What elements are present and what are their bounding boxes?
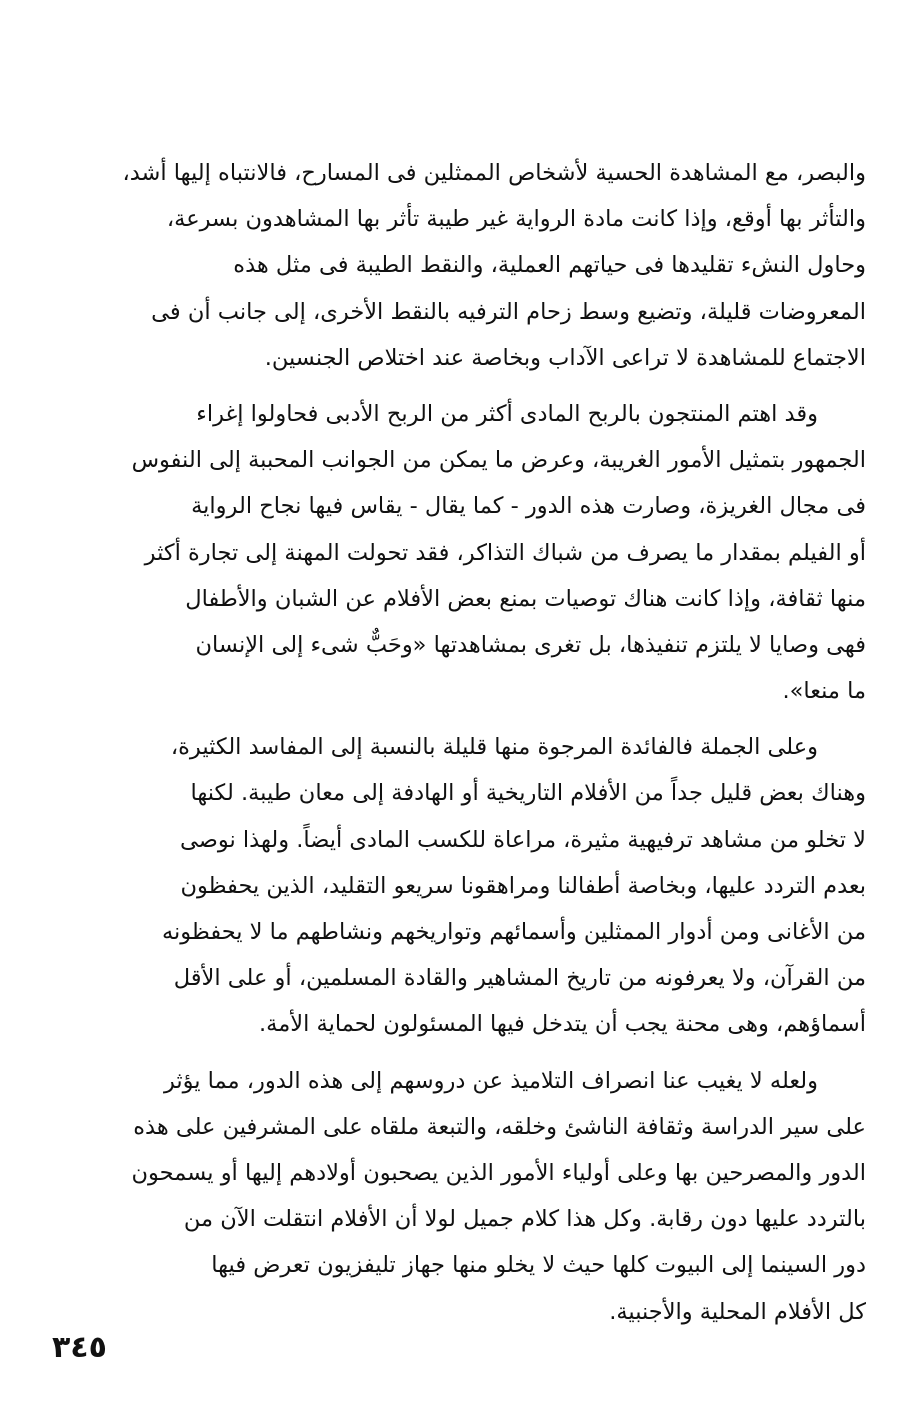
text-line: وحاول النشء تقليدها فى حياتهم العملية، والنقط الطيبة فى مثل هذه (233, 252, 866, 279)
text-line: ما منعا». (782, 678, 866, 705)
text-line: لا تخلو من مشاهد ترفيهية مثيرة، مراعاة للكسب المادى أيضاً. ولهذا نوصى (180, 826, 866, 853)
text-line: والتأثر بها أوقع، وإذا كانت مادة الرواية غير طيبة تأثر بها المشاهدون بسرعة، (166, 206, 866, 233)
paragraph-1 (60, 150, 866, 381)
text-line: الاجتماع للمشاهدة لا تراعى الآداب وبخاصة عند اختلاص الجنسين. (264, 344, 866, 371)
paragraph-3 (60, 724, 866, 1047)
text-line: على سير الدراسة وثقافة الناشئ وخلقه، والتبعة ملقاه على المشرفين على هذه (133, 1113, 866, 1140)
text-line: بالتردد عليها دون رقابة. وكل هذا كلام جميل لولا أن الأفلام انتقلت الآن من (183, 1206, 866, 1233)
text-line: دور السينما إلى البيوت كلها حيث لا يخلو منها جهاز تليفزيون تعرض فيها (211, 1252, 866, 1279)
text-line: من القرآن، ولا يعرفونه من تاريخ المشاهير والقادة المسلمين، أو على الأقل (173, 965, 866, 992)
text-line: الدور والمصرحين بها وعلى أولياء الأمور الذين يصحبون أولادهم إليها أو يسمحون (131, 1159, 866, 1186)
text-line: منها ثقافة، وإذا كانت هناك توصيات بمنع بعض الأفلام عن الشبان والأطفال (185, 585, 866, 612)
text-line: والبصر، مع المشاهدة الحسية لأشخاص الممثلين فى المسارح، فالانتباه إليها أشد، (122, 160, 866, 186)
text-line: أو الفيلم بمقدار ما يصرف من شباك التذاكر، فقد تحولت المهنة إلى تجارة أكثر (144, 539, 866, 566)
text-line: فى مجال الغريزة، وصارت هذه الدور - كما يقال - يقاس فيها نجاح الرواية (191, 493, 866, 520)
text-line: بعدم التردد عليها، وبخاصة أطفالنا ومراهقونا سريعو التقليد، الذين يحفظون (180, 872, 866, 899)
text-line: ولعله لا يغيب عنا انصراف التلاميذ عن دروسهم إلى هذه الدور، مما يؤثر (163, 1067, 818, 1094)
text-line: وقد اهتم المنتجون بالربح المادى أكثر من الربح الأدبى فحاولوا إغراء (196, 400, 818, 427)
paragraph-2 (60, 391, 866, 714)
text-line: وعلى الجملة فالفائدة المرجوة منها قليلة بالنسبة إلى المفاسد الكثيرة، (170, 734, 818, 761)
text-line: وهناك بعض قليل جداً من الأفلام التاريخية أو الهادفة إلى معان طيبة. لكنها (190, 780, 866, 807)
text-line: أسماؤهم، وهى محنة يجب أن يتدخل فيها المسئولون لحماية الأمة. (259, 1011, 866, 1038)
text-line: فهى وصايا لا يلتزم تنفيذها، بل تغرى بمشاهدتها «وحَبٌّ شىء إلى الإنسان (195, 631, 866, 658)
page-number: ٣٤٥ (52, 1330, 107, 1365)
text-line: المعروضات قليلة، وتضيع وسط زحام الترفيه بالنقط الأخرى، إلى جانب أن فى (151, 298, 866, 325)
paragraph-4 (60, 1058, 866, 1335)
text-line: الجمهور بتمثيل الأمور الغريبة، وعرض ما يمكن من الجوانب المحببة إلى النفوس (131, 447, 866, 474)
text-line: من الأغانى ومن أدوار الممثلين وأسمائهم وتواريخهم ونشاطهم ما لا يحفظونه (161, 919, 866, 945)
body-text (60, 150, 866, 1345)
text-line: كل الأفلام المحلية والأجنبية. (609, 1298, 866, 1325)
